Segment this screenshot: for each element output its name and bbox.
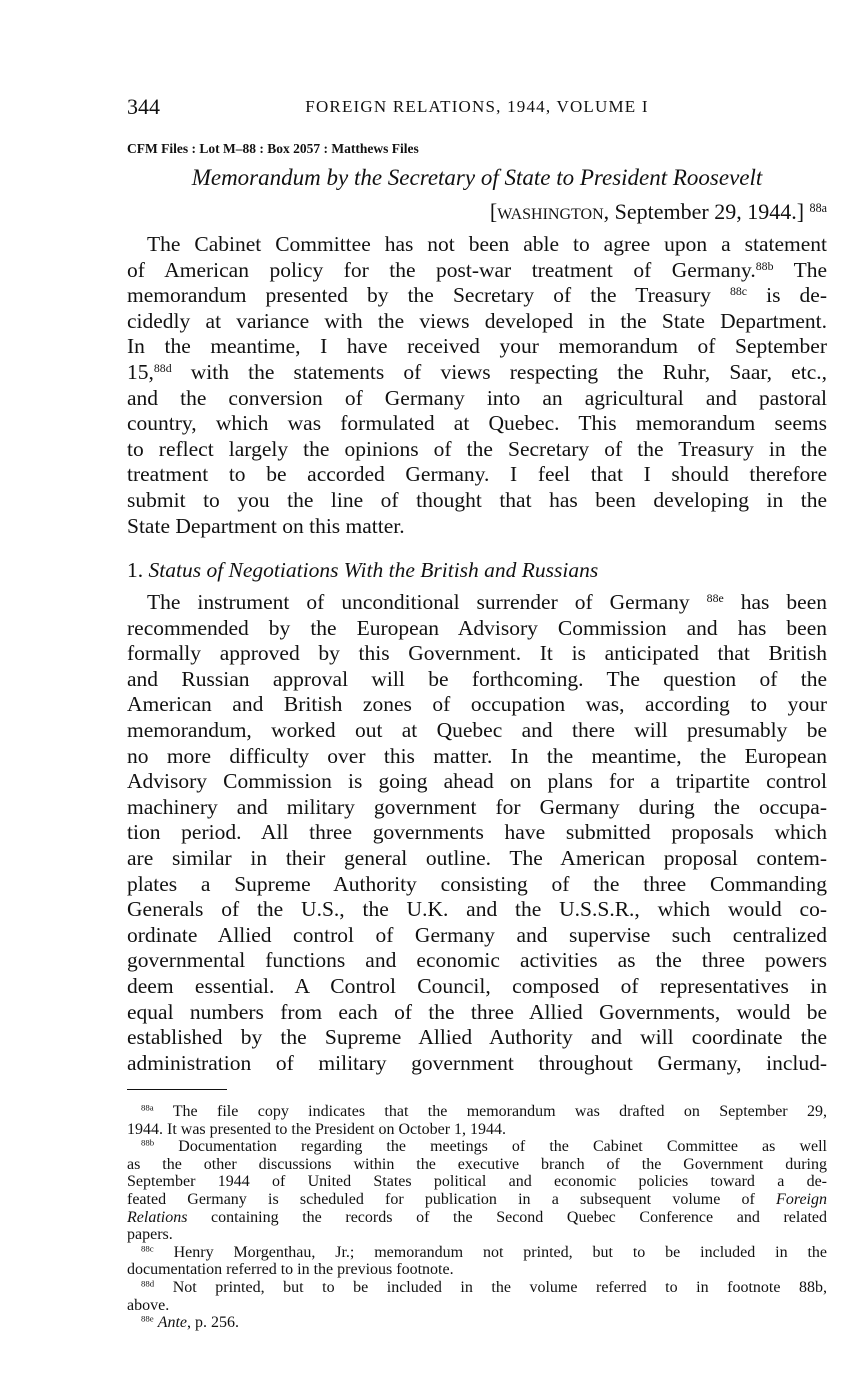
text-line bbox=[127, 641, 827, 667]
text-line bbox=[127, 1244, 827, 1262]
text-run: documentation referred to in the previous footnote. bbox=[127, 1261, 454, 1279]
footnote-ref: 88e bbox=[706, 590, 724, 605]
text-line bbox=[127, 872, 827, 898]
text-line bbox=[127, 1226, 827, 1244]
footnote-ref: 88d bbox=[141, 1278, 155, 1289]
text-line bbox=[127, 1314, 827, 1332]
text-run: has been bbox=[723, 590, 827, 614]
footnote-divider bbox=[127, 1089, 227, 1090]
text-run: formally approved by this Government. It is anticipated that British bbox=[127, 641, 827, 666]
text-line bbox=[127, 258, 827, 284]
text-run: and the conversion of Germany into an agricultural and pastoral bbox=[127, 385, 827, 410]
text-run: In the meantime, I have received your memorandum of September bbox=[127, 334, 827, 359]
text-run: memorandum, worked out at Quebec and there will presumably be bbox=[127, 717, 827, 742]
text-run: to reflect largely the opinions of the Secretary of the Treasury in the bbox=[127, 436, 827, 461]
text-run: recommended by the European Advisory Commission and has been bbox=[127, 615, 827, 640]
italic-text: Foreign bbox=[776, 1190, 827, 1208]
text-line bbox=[127, 897, 827, 923]
text-line bbox=[127, 923, 827, 949]
footnote-ref: 88a bbox=[809, 200, 827, 215]
text-line bbox=[127, 1297, 827, 1315]
text-run: September 1944 of United States political and economic policies toward a de- bbox=[127, 1173, 827, 1191]
text-run: are similar in their general outline. The American proposal contem- bbox=[127, 845, 827, 870]
text-line bbox=[127, 411, 827, 437]
text-run: State Department on this matter. bbox=[127, 513, 405, 538]
text-run: Documentation regarding the meetings of the Cabinet Committee as well bbox=[154, 1138, 827, 1156]
italic-text: Relations bbox=[127, 1208, 188, 1226]
text-run: 15, bbox=[127, 359, 154, 384]
text-run: feated Germany is scheduled for publication in a subsequent volume of bbox=[127, 1190, 777, 1208]
text-line bbox=[127, 309, 827, 335]
text-run: is de- bbox=[747, 283, 828, 308]
document-title: Memorandum by the Secretary of State to President Roosevelt bbox=[191, 165, 763, 190]
dateline-place: WASHINGTON bbox=[497, 206, 604, 223]
text-run: equal numbers from each of the three Allied Governments, would be bbox=[127, 999, 827, 1024]
footnote-ref: 88c bbox=[729, 284, 748, 299]
text-run: ordinate Allied control of Germany and supervise such centralized bbox=[127, 922, 827, 947]
text-run: no more difficulty over this matter. In the meantime, the European bbox=[127, 743, 827, 768]
text-run: Advisory Commission is going ahead on plans for a tripartite control bbox=[127, 769, 827, 794]
text-run: Generals of the U.S., the U.K. and the U.S.S.R., which would co- bbox=[127, 897, 827, 922]
text-run: with the statements of views respecting the Ruhr, Saar, etc., bbox=[171, 359, 827, 384]
text-run: papers. bbox=[127, 1226, 173, 1244]
text-line bbox=[127, 1000, 827, 1026]
text-run: Not printed, but to be included in the volume referred to in footnote 88b, bbox=[154, 1278, 827, 1296]
text-run: Henry Morgenthau, Jr.; memorandum not printed, but to be included in the bbox=[153, 1243, 827, 1261]
text-line bbox=[127, 514, 827, 540]
footnote-ref: 88c bbox=[141, 1243, 154, 1254]
text-run: treatment to be accorded Germany. I feel that I should therefore bbox=[127, 462, 827, 487]
paragraph-1 bbox=[127, 232, 827, 539]
text-line bbox=[127, 1121, 827, 1139]
text-run: The Cabinet Committee has not been able to agree upon a statement bbox=[147, 232, 827, 256]
text-line bbox=[127, 386, 827, 412]
text-run: cidedly at variance with the views developed in the State Department. bbox=[127, 308, 827, 333]
text-run: memorandum presented by the Secretary of the Treasury bbox=[127, 283, 730, 308]
text-run: machinery and military government for Germany during the occupa- bbox=[127, 794, 827, 819]
text-run: administration of military government throughout Germany, includ- bbox=[127, 1050, 827, 1075]
dateline-open: [ bbox=[489, 199, 498, 224]
text-run: established by the Supreme Allied Authority and will coordinate the bbox=[127, 1025, 827, 1050]
text-line bbox=[127, 232, 827, 258]
source-citation: CFM Files : Lot M–88 : Box 2057 : Matthews Files bbox=[127, 141, 419, 156]
text-line bbox=[127, 1209, 827, 1227]
text-line bbox=[127, 846, 827, 872]
running-title: FOREIGN RELATIONS, 1944, VOLUME I bbox=[305, 97, 649, 116]
text-run: The instrument of unconditional surrender of Germany bbox=[147, 590, 707, 614]
paragraph-2 bbox=[127, 590, 827, 1076]
text-run: country, which was formulated at Quebec. This memorandum seems bbox=[127, 411, 827, 436]
text-line bbox=[127, 1025, 827, 1051]
text-line bbox=[127, 744, 827, 770]
text-line bbox=[127, 360, 827, 386]
footnote-ref: 88a bbox=[141, 1102, 154, 1113]
italic-text: Ante bbox=[157, 1314, 188, 1332]
text-line bbox=[127, 488, 827, 514]
text-line bbox=[127, 667, 827, 693]
text-run: as the other discussions within the executive branch of the Government during bbox=[127, 1155, 827, 1173]
text-line bbox=[127, 718, 827, 744]
text-run: above. bbox=[127, 1296, 170, 1314]
text-line bbox=[127, 334, 827, 360]
text-line bbox=[127, 769, 827, 795]
section-number: 1. bbox=[127, 558, 149, 582]
text-run: deem essential. A Control Council, composed of representatives in bbox=[127, 973, 827, 998]
dateline-date: , September 29, 1944.] bbox=[603, 199, 805, 224]
text-line bbox=[127, 590, 827, 616]
footnote-ref: 88b bbox=[141, 1137, 155, 1148]
footnote-ref: 88b bbox=[755, 258, 774, 273]
text-line bbox=[127, 1156, 827, 1174]
text-run: tion period. All three governments have submitted proposals which bbox=[127, 820, 827, 845]
text-run: of American policy for the post-war treatment of Germany. bbox=[127, 257, 756, 282]
text-line bbox=[127, 974, 827, 1000]
text-line bbox=[127, 1261, 827, 1279]
text-run: submit to you the line of thought that has been developing in the bbox=[127, 487, 827, 512]
text-line bbox=[127, 692, 827, 718]
text-run: governmental functions and economic activities as the three powers bbox=[127, 948, 827, 973]
text-line bbox=[127, 437, 827, 463]
page-number: 344 bbox=[127, 94, 160, 119]
text-run: containing the records of the Second Quebec Conference and related bbox=[187, 1208, 827, 1226]
text-run: 1944. It was presented to the President on October 1, 1944. bbox=[127, 1120, 507, 1138]
footnote-ref: 88d bbox=[153, 360, 172, 375]
text-run: plates a Supreme Authority consisting of the three Commanding bbox=[127, 871, 827, 896]
text-line bbox=[127, 283, 827, 309]
text-line bbox=[127, 948, 827, 974]
section-heading bbox=[127, 558, 598, 583]
text-line bbox=[127, 795, 827, 821]
text-run: The bbox=[773, 257, 827, 282]
text-line bbox=[127, 1051, 827, 1077]
text-line bbox=[127, 1279, 827, 1297]
text-line bbox=[127, 1103, 827, 1121]
text-line bbox=[127, 462, 827, 488]
text-run: American and British zones of occupation was, according to your bbox=[127, 692, 827, 717]
text-run: The file copy indicates that the memorandum was drafted on September 29, bbox=[153, 1103, 827, 1120]
footnotes bbox=[127, 1103, 827, 1332]
text-line bbox=[127, 820, 827, 846]
text-run: and Russian approval will be forthcoming. The question of the bbox=[127, 666, 827, 691]
text-line bbox=[127, 616, 827, 642]
dateline bbox=[127, 199, 827, 225]
text-line bbox=[127, 1138, 827, 1156]
section-title: Status of Negotiations With the British and Russians bbox=[148, 558, 599, 582]
text-line bbox=[127, 1173, 827, 1191]
footnote-ref: 88e bbox=[141, 1313, 154, 1324]
text-line bbox=[127, 1191, 827, 1209]
text-run: , p. 256. bbox=[187, 1314, 240, 1332]
